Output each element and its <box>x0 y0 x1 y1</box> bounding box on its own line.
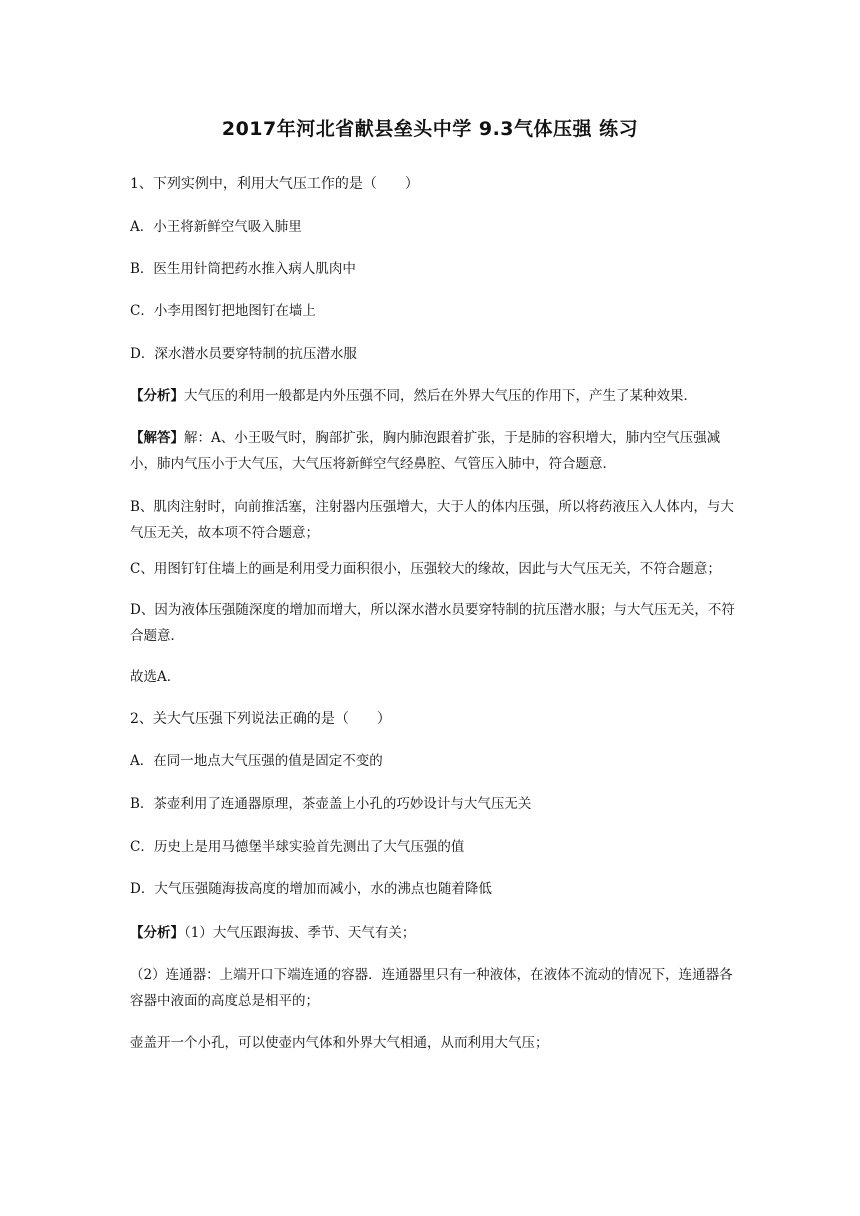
q1-answer-a <box>130 425 742 477</box>
page-title: 2017年河北省献县垒头中学 9.3气体压强 练习 <box>221 118 639 140</box>
q2-analysis <box>130 920 742 946</box>
q1-answer-d: D、因为液体压强随深度的增加而增大，所以深水潜水员要穿特制的抗压潜水服；与大气压无关，不符合题意． <box>130 602 735 644</box>
q2-option-c: C．历史上是用马德堡半球实验首先测出了大气压强的值 <box>130 839 465 855</box>
q1-option-d: D．深水潜水员要穿特制的抗压潜水服 <box>130 346 357 362</box>
q1-option-a: A．小王将新鲜空气吸入肺里 <box>130 219 302 235</box>
q2-analysis-3: 壶盖开一个小孔，可以使壶内气体和外界大气相通，从而利用大气压； <box>130 1035 549 1051</box>
q1-answer-b: B、肌肉注射时，向前推活塞，注射器内压强增大，大于人的体内压强，所以将药液压入人体内，与大气压无关，故本项不符合题意； <box>130 499 734 541</box>
question-2-stem: 2、关大气压强下列说法正确的是（ ） <box>130 711 391 727</box>
q2-analysis-label: 【分析】 <box>130 925 184 941</box>
q1-answer-a-text: 解：A、小王吸气时，胸部扩张，胸内肺泡跟着扩张，于是肺的容积增大，肺内空气压强减小，肺内气压小于大气压，大气压将新鲜空气经鼻腔、气管压入肺中，符合题意． <box>130 430 721 472</box>
q1-option-b: B．医生用针筒把药水推入病人肌肉中 <box>130 261 356 277</box>
q2-option-d: D．大气压强随海拔高度的增加而减小，水的沸点也随着降低 <box>130 881 492 897</box>
q1-analysis-label: 【分析】 <box>130 388 184 404</box>
q1-answer-c: C、用图钉钉住墙上的画是利用受力面积很小，压强较大的缘故，因此与大气压无关，不符合题意； <box>130 561 721 577</box>
q1-option-c: C．小李用图钉把地图钉在墙上 <box>130 303 316 319</box>
q2-option-b: B．茶壶利用了连通器原理，茶壶盖上小孔的巧妙设计与大气压无关 <box>130 796 532 812</box>
q2-analysis-text-1: （1）大气压跟海拔、季节、天气有关； <box>184 925 416 941</box>
question-1-stem: 1、下列实例中，利用大气压工作的是（ ） <box>130 176 419 192</box>
q2-option-a: A．在同一地点大气压强的值是固定不变的 <box>130 753 383 769</box>
q1-answer-label: 【解答】 <box>130 430 184 446</box>
q1-analysis <box>130 383 742 409</box>
q1-analysis-text: 大气压的利用一般都是内外压强不同，然后在外界大气压的作用下，产生了某种效果． <box>184 388 697 404</box>
q1-choice: 故选A． <box>130 669 181 685</box>
q2-analysis-2: （2）连通器：上端开口下端连通的容器．连通器里只有一种液体，在液体不流动的情况下，连通器各容器中液面的高度总是相平的； <box>130 967 733 1009</box>
